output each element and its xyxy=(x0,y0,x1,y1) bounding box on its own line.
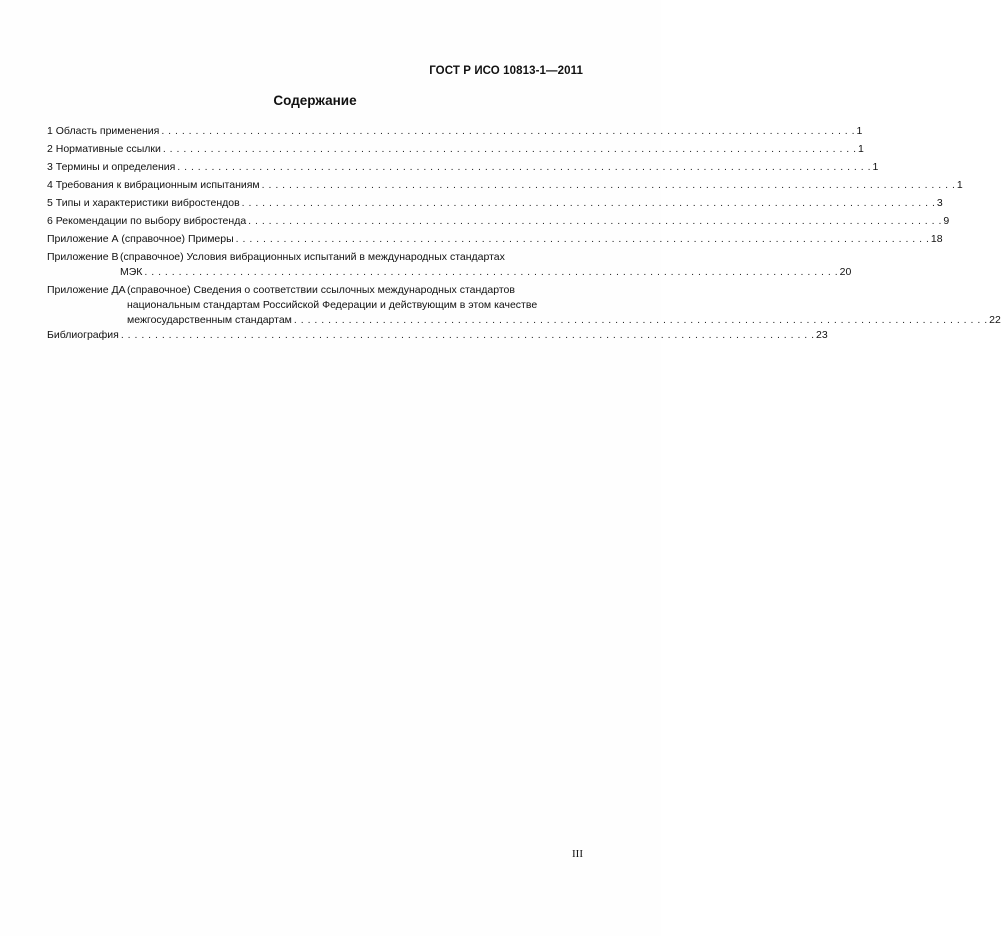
toc-dot-leader xyxy=(242,196,935,211)
toc-entry-appendix-a[interactable] xyxy=(47,232,943,247)
toc-entry-text: Приложение А (справочное) Примеры xyxy=(47,233,234,245)
toc-entry-page: 1 xyxy=(856,125,863,137)
toc-appendix-line: национальным стандартам Российской Федерации и действующим в этом качестве xyxy=(127,299,538,311)
toc-entry-appendix-b[interactable] xyxy=(47,250,852,280)
toc-appendix-label: Приложение В xyxy=(47,251,119,263)
toc-appendix-label: Приложение ДА xyxy=(47,284,126,296)
toc-entry-terms[interactable] xyxy=(47,160,879,175)
toc-dot-leader xyxy=(236,232,929,247)
toc-dot-leader xyxy=(262,178,955,193)
toc-entry-text: 6 Рекомендации по выбору вибростенда xyxy=(47,215,247,227)
toc-entry-text: 3 Термины и определения xyxy=(47,161,176,173)
toc-appendix-line: (справочное) Сведения о соответствии ссылочных международных стандартов xyxy=(127,284,515,296)
toc-appendix-line: межгосударственным стандартам xyxy=(127,314,292,326)
toc-entry-text: 5 Типы и характеристики вибростендов xyxy=(47,197,240,209)
toc-entry-page: 3 xyxy=(936,197,943,209)
toc-entry-page: 1 xyxy=(872,161,879,173)
toc-entry-shaker-types[interactable] xyxy=(47,196,943,211)
page-number: III xyxy=(572,848,583,860)
toc-entry-shaker-selection[interactable] xyxy=(47,214,950,229)
toc-dot-leader xyxy=(121,328,814,343)
toc-entry-normative-references[interactable] xyxy=(47,142,864,157)
toc-entry-page: 20 xyxy=(839,266,852,278)
toc-entry-page: 9 xyxy=(943,215,950,227)
toc-entry-page: 22 xyxy=(989,314,1001,326)
toc-appendix-last-line xyxy=(127,313,1001,328)
toc-dot-leader xyxy=(144,265,837,280)
toc-entry-text: 4 Требования к вибрационным испытаниям xyxy=(47,179,260,191)
toc-dot-leader xyxy=(177,160,870,175)
toc-entry-page: 18 xyxy=(930,233,943,245)
toc-title: Содержание xyxy=(273,93,357,108)
toc-entry-text: Библиография xyxy=(47,329,119,341)
toc-appendix-line: (справочное) Условия вибрационных испытаний в международных стандартах xyxy=(120,251,505,263)
toc-dot-leader xyxy=(161,124,854,139)
toc-appendix-last-line xyxy=(120,265,851,280)
standard-code-header: ГОСТ Р ИСО 10813-1—2011 xyxy=(429,65,583,77)
toc-entry-text: 2 Нормативные ссылки xyxy=(47,143,161,155)
toc-entry-page: 1 xyxy=(956,179,963,191)
table-of-contents xyxy=(47,124,1001,343)
toc-entry-scope[interactable] xyxy=(47,124,863,139)
toc-appendix-body xyxy=(127,283,1001,328)
toc-entry-appendix-da[interactable] xyxy=(47,283,1001,328)
toc-entry-page: 23 xyxy=(816,329,828,341)
toc-appendix-body xyxy=(120,250,851,280)
toc-entry-text: 1 Область применения xyxy=(47,125,160,137)
toc-entry-bibliography[interactable] xyxy=(47,328,828,343)
toc-dot-leader xyxy=(294,313,987,328)
toc-entry-page: 1 xyxy=(858,143,864,155)
toc-appendix-line: МЭК xyxy=(120,266,143,278)
toc-entry-test-requirements[interactable] xyxy=(47,178,963,193)
toc-dot-leader xyxy=(248,214,941,229)
toc-dot-leader xyxy=(163,142,856,157)
